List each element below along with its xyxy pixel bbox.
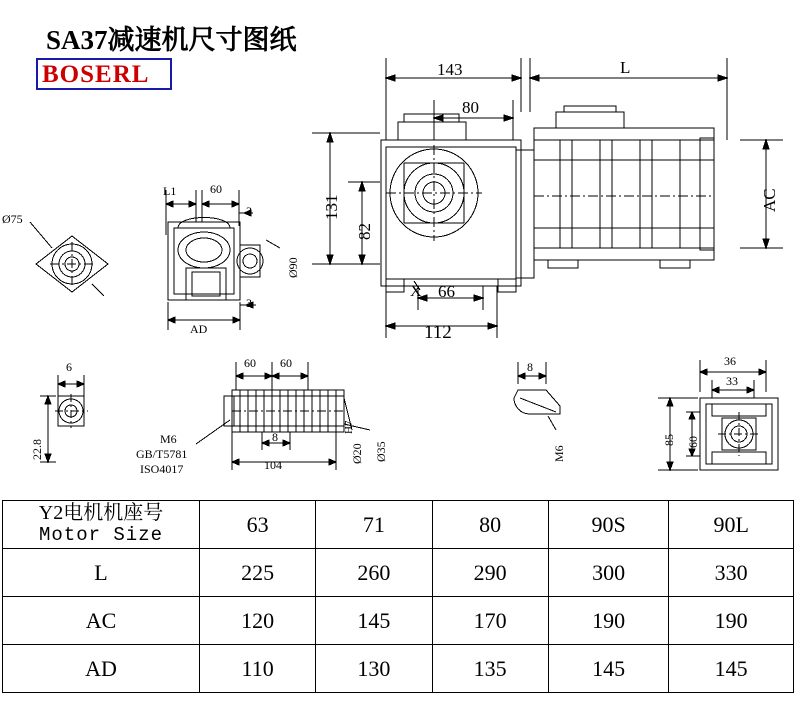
cell-AC-80: 170 — [432, 597, 548, 645]
dim-label-112: 112 — [424, 322, 452, 343]
dim-label-8-shaft: 8 — [272, 430, 278, 444]
row-label-L: L — [3, 549, 200, 597]
table-header-label — [3, 501, 200, 549]
label-X: X — [410, 283, 422, 300]
dim-label-diameter-90: Ø90 — [286, 257, 300, 278]
table-header-cn: Y2电机机座号 — [38, 502, 164, 525]
dim-label-66: 66 — [438, 282, 455, 301]
cell-AD-90s: 145 — [548, 645, 669, 693]
page-title: SA37减速机尺寸图纸 — [46, 25, 297, 55]
dim-label-60-b: 60 — [280, 356, 292, 370]
table-col-90l: 90L — [669, 501, 794, 549]
dim-label-diameter-35: Ø35 — [374, 441, 388, 462]
dim-label-60-a: 60 — [244, 356, 256, 370]
cell-AC-90l: 190 — [669, 597, 794, 645]
dim-label-80: 80 — [462, 98, 479, 117]
cell-AD-63: 110 — [200, 645, 316, 693]
cell-L-90l: 330 — [669, 549, 794, 597]
dim-label-85: 85 — [662, 434, 676, 446]
dim-label-60-side: 60 — [210, 182, 222, 196]
cell-AD-80: 135 — [432, 645, 548, 693]
dim-label-L1: L1 — [163, 184, 177, 198]
table-col-90s: 90S — [548, 501, 669, 549]
dim-label-104: 104 — [264, 458, 282, 472]
cell-L-63: 225 — [200, 549, 316, 597]
dim-label-diameter-75: Ø75 — [2, 212, 23, 226]
table-row — [3, 549, 794, 597]
tolerance-label-h7: H7 — [343, 420, 355, 434]
cell-AD-90l: 145 — [669, 645, 794, 693]
dim-label-3-bottom: 3 — [246, 296, 252, 310]
dim-label-143: 143 — [437, 60, 463, 79]
row-label-AC: AC — [3, 597, 200, 645]
dim-label-L: L — [620, 58, 631, 77]
table-col-63: 63 — [200, 501, 316, 549]
table-col-71: 71 — [316, 501, 432, 549]
table-row — [3, 645, 794, 693]
table-header-row — [3, 501, 794, 549]
dim-label-M6-key: M6 — [552, 445, 566, 462]
dim-label-6: 6 — [66, 360, 72, 374]
standard-label-gb: GB/T5781 — [136, 447, 188, 461]
dim-label-3-top: 3 — [246, 204, 252, 218]
logo-text: BOSERL — [42, 61, 150, 88]
cell-L-80: 290 — [432, 549, 548, 597]
dim-label-M6-bolt: M6 — [160, 432, 177, 446]
dim-label-AD: AD — [190, 322, 208, 336]
dim-label-diameter-20h7: Ø20 — [350, 443, 364, 464]
dim-label-8-key: 8 — [527, 360, 533, 374]
cell-AC-63: 120 — [200, 597, 316, 645]
cell-AD-71: 130 — [316, 645, 432, 693]
cell-L-90s: 300 — [548, 549, 669, 597]
cell-AC-90s: 190 — [548, 597, 669, 645]
dim-label-36: 36 — [724, 354, 736, 368]
cell-L-71: 260 — [316, 549, 432, 597]
dim-label-33: 33 — [726, 374, 738, 388]
table-row — [3, 597, 794, 645]
dim-label-82: 82 — [355, 223, 374, 240]
dim-label-60-flange: 60 — [686, 436, 700, 448]
cell-AC-71: 145 — [316, 597, 432, 645]
row-label-AD: AD — [3, 645, 200, 693]
motor-size-table — [2, 500, 794, 693]
table-header-en: Motor Size — [38, 524, 164, 547]
dim-label-AC: AC — [760, 188, 779, 212]
dim-label-131: 131 — [322, 194, 341, 220]
table-col-80: 80 — [432, 501, 548, 549]
standard-label-iso: ISO4017 — [140, 462, 184, 476]
dim-label-22-8: 22.8 — [30, 439, 44, 460]
